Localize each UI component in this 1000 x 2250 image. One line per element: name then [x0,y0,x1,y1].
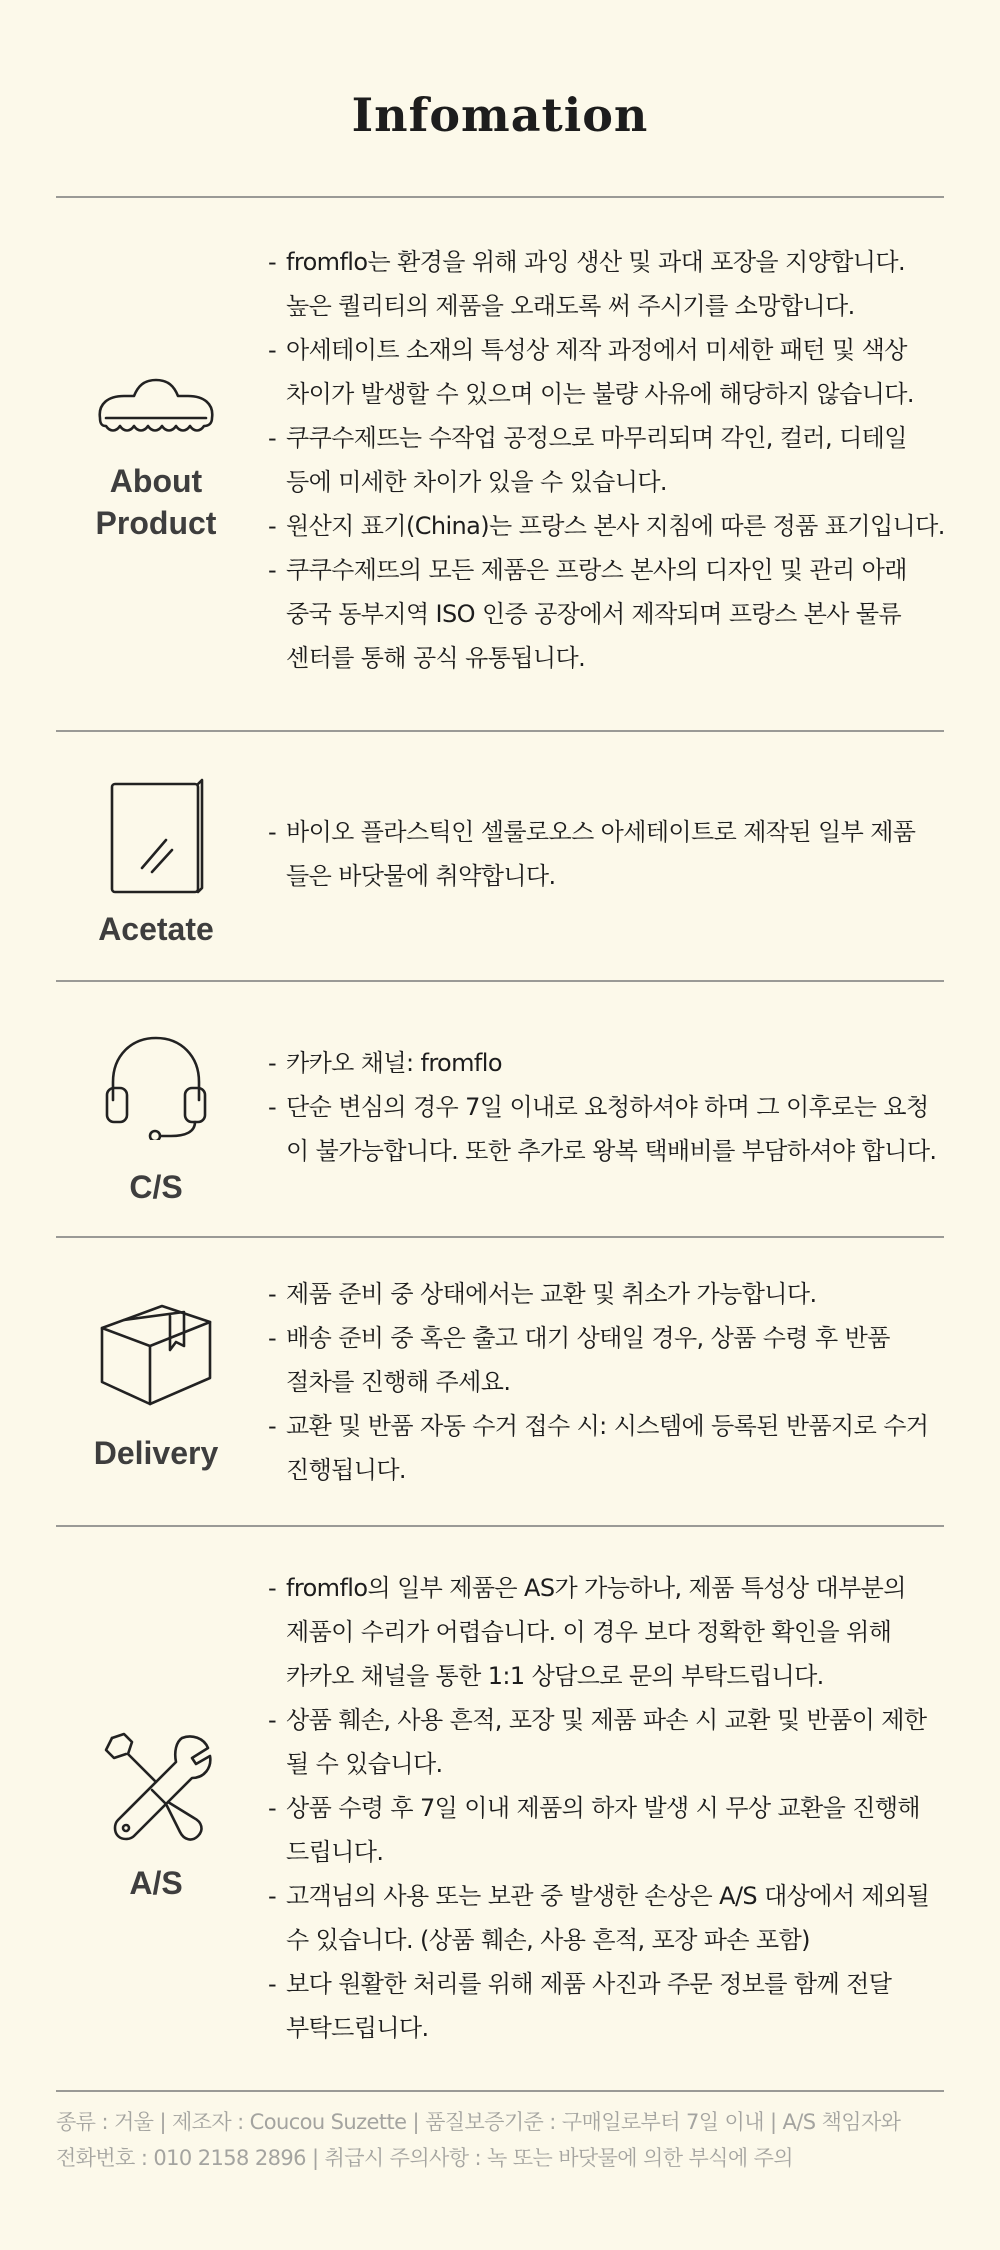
section-cs [56,1020,944,1220]
section-label-col [56,776,256,950]
headset-icon [101,1030,211,1140]
divider [56,980,944,982]
section-label: A/S [129,1865,183,1901]
page-title: Infomation [351,88,649,142]
tools-icon [96,1728,216,1848]
section-content [268,810,1000,898]
info-item: - 교환 및 반품 자동 수거 접수 시: 시스템에 등록된 반품지로 수거 진행됩니다. [268,1404,1000,1492]
section-label: About Product [95,463,217,541]
divider [56,1236,944,1238]
section-label-col [56,368,256,544]
section-as [56,1566,944,2046]
info-item: - 아세테이트 소재의 특성상 제작 과정에서 미세한 패턴 및 색상 차이가 발생할 수 있으며 이는 불량 사유에 해당하지 않습니다. [268,328,1000,416]
divider [56,2090,944,2092]
info-item: - 제품 준비 중 상태에서는 교환 및 취소가 가능합니다. [268,1272,1000,1316]
info-item: - 원산지 표기(China)는 프랑스 본사 지침에 따른 정품 표기입니다. [268,504,1000,548]
section-label: Delivery [93,1435,219,1471]
section-content [268,1041,1000,1173]
info-item: - fromflo는 환경을 위해 과잉 생산 및 과대 포장을 지양합니다. 높은 퀄리티의 제품을 오래도록 써 주시기를 소망합니다. [268,240,1000,328]
hair-claw-icon [94,368,218,438]
section-acetate [56,770,944,970]
section-label: C/S [129,1169,183,1205]
section-content [268,240,1000,680]
info-item: - 상품 훼손, 사용 흔적, 포장 및 제품 파손 시 교환 및 반품이 제한 될 수 있습니다. [268,1698,1000,1786]
section-delivery [56,1272,944,1512]
info-item: - 고객님의 사용 또는 보관 중 발생한 손상은 A/S 대상에서 제외될 수 있습니다. (상품 훼손, 사용 흔적, 포장 파손 포함) [268,1874,1000,1962]
divider [56,196,944,198]
info-item: - 단순 변심의 경우 7일 이내로 요청하셔야 하며 그 이후로는 요청 이 불가능합니다. 또한 추가로 왕복 택배비를 부담하셔야 합니다. [268,1085,1000,1173]
box-icon [96,1298,216,1408]
footer-line: 전화번호 : 010 2158 2896 | 취급시 주의사항 : 녹 또는 바닷물에 의한 부식에 주의 [56,2146,793,2170]
info-item: - fromflo의 일부 제품은 AS가 가능하나, 제품 특성상 대부분의 제품이 수리가 어렵습니다. 이 경우 보다 정확한 확인을 위해 카카오 채널을 통한 1:1 상담으로 문의 부탁드립니다. [268,1566,1000,1698]
divider [56,1525,944,1527]
divider [56,730,944,732]
section-label-col [56,1728,256,1904]
section-content [268,1272,1000,1492]
info-item: - 상품 수령 후 7일 이내 제품의 하자 발생 시 무상 교환을 진행해 드립니다. [268,1786,1000,1874]
section-content [268,1566,1000,2050]
section-label: Acetate [98,911,214,947]
acetate-sheet-icon [106,776,206,896]
section-label-col [56,1298,256,1474]
footer-line: 종류 : 거울 | 제조자 : Coucou Suzette | 품질보증기준 : 구매일로부터 7일 이내 | A/S 책임자와 [56,2110,901,2134]
section-about-product [56,240,944,680]
section-label-col [56,1030,256,1208]
info-item: - 보다 원활한 처리를 위해 제품 사진과 주문 정보를 함께 전달 부탁드립니다. [268,1962,1000,2050]
info-item: - 배송 준비 중 혹은 출고 대기 상태일 경우, 상품 수령 후 반품 절차를 진행해 주세요. [268,1316,1000,1404]
info-item: - 쿠쿠수제뜨의 모든 제품은 프랑스 본사의 디자인 및 관리 아래 중국 동부지역 ISO 인증 공장에서 제작되며 프랑스 본사 물류 센터를 통해 공식 유통됩니다. [268,548,1000,680]
info-item: - 카카오 채널: fromflo [268,1041,1000,1085]
info-item: - 쿠쿠수제뜨는 수작업 공정으로 마무리되며 각인, 컬러, 디테일 등에 미세한 차이가 있을 수 있습니다. [268,416,1000,504]
product-spec-footer [56,2104,956,2176]
info-item: - 바이오 플라스틱인 셀룰로오스 아세테이트로 제작된 일부 제품 들은 바닷물에 취약합니다. [268,810,1000,898]
